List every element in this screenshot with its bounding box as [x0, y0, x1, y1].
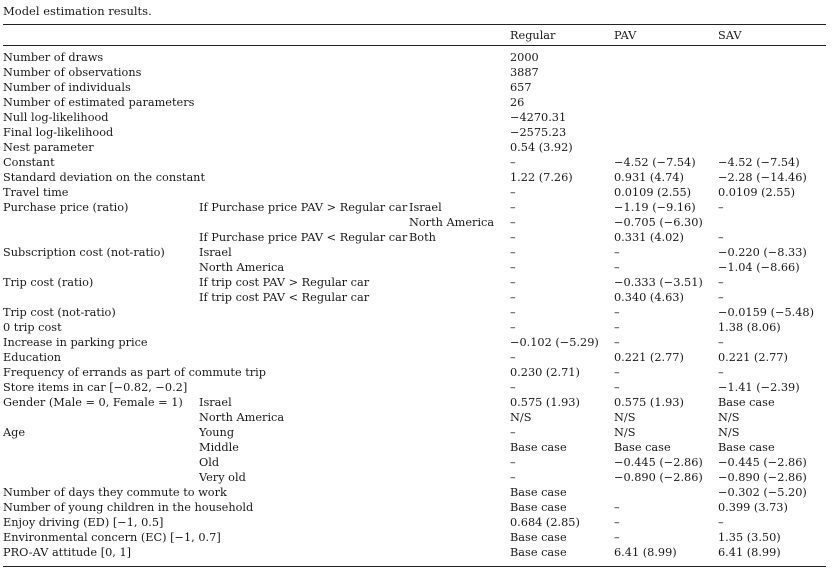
- table-row: [3, 410, 826, 425]
- cell-sav: −4.52 (−7.54): [718, 156, 800, 169]
- cell-label: Null log-likelihood: [3, 111, 109, 124]
- cell-regular: 0.575 (1.93): [510, 396, 580, 409]
- cell-pav: 0.340 (4.63): [614, 291, 684, 304]
- table-row: [3, 455, 826, 470]
- cell-label: Age: [3, 426, 26, 439]
- cell-sav: –: [718, 366, 724, 379]
- cell-sav: 0.399 (3.73): [718, 501, 788, 514]
- cell-sav: –: [718, 291, 724, 304]
- cell-regular: –: [510, 426, 516, 439]
- table-row: [3, 140, 826, 155]
- cell-label: Nest parameter: [3, 141, 94, 154]
- cell-label: Store items in car [−0.82, −0.2]: [3, 381, 188, 394]
- cell-sav: N/S: [718, 411, 740, 424]
- cell-pav: [614, 125, 718, 140]
- cell-sav: −0.302 (−5.20): [718, 486, 807, 499]
- column-header-pav: PAV: [614, 29, 637, 42]
- cell-regular: –: [510, 216, 516, 229]
- cell-regular: –: [510, 261, 516, 274]
- cell-pav: [614, 110, 718, 125]
- cell-regular: 26: [510, 96, 525, 109]
- cell-label: Environmental concern (EC) [−1, 0.7]: [3, 531, 221, 544]
- table-row: [3, 500, 826, 515]
- cell-pav: [614, 140, 718, 155]
- cell-pav: –: [614, 321, 620, 334]
- column-header-sav: SAV: [718, 29, 742, 42]
- table-row: [3, 380, 826, 395]
- cell-regular: −0.102 (−5.29): [510, 336, 599, 349]
- cell-pav: –: [614, 381, 620, 394]
- cell-label: Number of young children in the household: [3, 501, 254, 514]
- cell-regular: –: [510, 156, 516, 169]
- cell-label: Standard deviation on the constant: [3, 171, 205, 184]
- cell-sav: [718, 95, 826, 110]
- table-row: [3, 230, 826, 245]
- cell-label: Number of estimated parameters: [3, 96, 195, 109]
- cell-label: Constant: [3, 156, 55, 169]
- cell-sav: 1.35 (3.50): [718, 531, 781, 544]
- cell-condition: If Purchase price PAV < Regular car: [199, 231, 408, 244]
- cell-sav: 0.221 (2.77): [718, 351, 788, 364]
- cell-pav: 0.931 (4.74): [614, 171, 684, 184]
- table-body: [3, 45, 826, 560]
- cell-sav: –: [718, 516, 724, 529]
- table-row: [3, 365, 826, 380]
- cell-label: Travel time: [3, 186, 69, 199]
- cell-region: [409, 290, 510, 305]
- cell-regular: Base case: [510, 441, 567, 454]
- cell-regular: –: [510, 246, 516, 259]
- cell-regular: –: [510, 306, 516, 319]
- cell-pav: [614, 65, 718, 80]
- cell-condition: Israel: [199, 246, 232, 259]
- bottom-rule: [3, 566, 826, 567]
- table-row: [3, 305, 826, 320]
- cell-condition: Young: [199, 426, 235, 439]
- table-row: [3, 200, 826, 215]
- cell-pav: −0.705 (−6.30): [614, 216, 703, 229]
- cell-pav: −0.890 (−2.86): [614, 471, 703, 484]
- cell-pav: –: [614, 336, 620, 349]
- cell-pav: –: [614, 516, 620, 529]
- table-row: [3, 215, 826, 230]
- results-table: [3, 27, 826, 560]
- cell-sav: [718, 140, 826, 155]
- cell-pav: –: [614, 246, 620, 259]
- cell-pav: [614, 45, 718, 65]
- cell-sav: −0.220 (−8.33): [718, 246, 807, 259]
- cell-regular: −2575.23: [510, 126, 567, 139]
- table-row: [3, 290, 826, 305]
- cell-pav: –: [614, 531, 620, 544]
- cell-label: [3, 470, 199, 485]
- cell-region: North America: [409, 216, 495, 229]
- cell-sav: –: [718, 336, 724, 349]
- table-row: [3, 530, 826, 545]
- table-row: [3, 95, 826, 110]
- cell-sav: [718, 65, 826, 80]
- header-row: [3, 27, 826, 45]
- table-caption: Model estimation results.: [3, 4, 152, 18]
- cell-label: [3, 290, 199, 305]
- cell-label: Final log-likelihood: [3, 126, 114, 139]
- cell-region: [409, 470, 510, 485]
- cell-regular: 2000: [510, 51, 539, 64]
- cell-pav: [614, 80, 718, 95]
- cell-regular: –: [510, 456, 516, 469]
- cell-label: Gender (Male = 0, Female = 1): [3, 396, 183, 409]
- cell-pav: −4.52 (−7.54): [614, 156, 696, 169]
- cell-regular: N/S: [510, 411, 532, 424]
- cell-pav: −0.333 (−3.51): [614, 276, 703, 289]
- cell-regular: –: [510, 381, 516, 394]
- cell-sav: 0.0109 (2.55): [718, 186, 796, 199]
- table-row: [3, 395, 826, 410]
- cell-regular: –: [510, 186, 516, 199]
- table-row: [3, 245, 826, 260]
- cell-regular: –: [510, 351, 516, 364]
- table-row: [3, 80, 826, 95]
- cell-regular: –: [510, 471, 516, 484]
- cell-region: Both: [409, 231, 436, 244]
- cell-pav: 0.575 (1.93): [614, 396, 684, 409]
- cell-condition: If trip cost PAV < Regular car: [199, 291, 370, 304]
- cell-region: [409, 245, 510, 260]
- cell-pav: –: [614, 501, 620, 514]
- cell-regular: –: [510, 201, 516, 214]
- cell-sav: −1.41 (−2.39): [718, 381, 800, 394]
- cell-label: 0 trip cost: [3, 321, 62, 334]
- cell-region: [409, 410, 510, 425]
- table-row: [3, 185, 826, 200]
- cell-pav: Base case: [614, 441, 671, 454]
- cell-label: [3, 260, 199, 275]
- cell-regular: –: [510, 321, 516, 334]
- cell-region: [409, 260, 510, 275]
- cell-sav: Base case: [718, 396, 775, 409]
- cell-pav: [614, 95, 718, 110]
- table-row: [3, 125, 826, 140]
- cell-pav: −0.445 (−2.86): [614, 456, 703, 469]
- cell-sav: [718, 45, 826, 65]
- cell-regular: Base case: [510, 501, 567, 514]
- cell-condition: North America: [199, 411, 285, 424]
- cell-regular: 1.22 (7.26): [510, 171, 573, 184]
- cell-label: [3, 440, 199, 455]
- cell-pav: –: [614, 261, 620, 274]
- cell-condition: North America: [199, 261, 285, 274]
- table-row: [3, 425, 826, 440]
- cell-regular: Base case: [510, 546, 567, 559]
- cell-label: Subscription cost (not-ratio): [3, 246, 165, 259]
- cell-regular: Base case: [510, 486, 567, 499]
- cell-condition: If Purchase price PAV > Regular car: [199, 201, 408, 214]
- table-row: [3, 260, 826, 275]
- cell-sav: –: [718, 231, 724, 244]
- cell-region: [409, 425, 510, 440]
- cell-label: Trip cost (not-ratio): [3, 306, 116, 319]
- cell-sav: [718, 110, 826, 125]
- cell-region: [409, 275, 510, 290]
- cell-pav: 0.221 (2.77): [614, 351, 684, 364]
- cell-region: [409, 440, 510, 455]
- cell-regular: –: [510, 276, 516, 289]
- cell-pav: 0.331 (4.02): [614, 231, 684, 244]
- cell-condition: Middle: [199, 441, 239, 454]
- cell-sav: −0.0159 (−5.48): [718, 306, 815, 319]
- cell-condition: If trip cost PAV > Regular car: [199, 276, 370, 289]
- cell-region: Israel: [409, 201, 442, 214]
- cell-sav: −1.04 (−8.66): [718, 261, 800, 274]
- cell-label: Increase in parking price: [3, 336, 148, 349]
- cell-regular: 0.230 (2.71): [510, 366, 580, 379]
- table-row: [3, 545, 826, 560]
- cell-region: [409, 395, 510, 410]
- header-blank: [409, 27, 510, 45]
- table-row: [3, 45, 826, 65]
- cell-pav: N/S: [614, 426, 636, 439]
- cell-condition: [199, 215, 409, 230]
- header-blank: [3, 27, 199, 45]
- cell-label: Number of individuals: [3, 81, 131, 94]
- table-row: [3, 350, 826, 365]
- cell-sav: N/S: [718, 426, 740, 439]
- cell-label: Enjoy driving (ED) [−1, 0.5]: [3, 516, 164, 529]
- table-row: [3, 275, 826, 290]
- column-header-regular: Regular: [510, 29, 556, 42]
- cell-label: Number of draws: [3, 51, 104, 64]
- cell-label: Number of observations: [3, 66, 142, 79]
- table-row: [3, 335, 826, 350]
- cell-pav: –: [614, 366, 620, 379]
- cell-condition: Very old: [199, 471, 246, 484]
- table-row: [3, 155, 826, 170]
- cell-sav: [718, 125, 826, 140]
- cell-regular: −4270.31: [510, 111, 567, 124]
- cell-label: Number of days they commute to work: [3, 486, 227, 499]
- table-row: [3, 485, 826, 500]
- cell-sav: −0.445 (−2.86): [718, 456, 807, 469]
- table-row: [3, 320, 826, 335]
- cell-label: Frequency of errands as part of commute trip: [3, 366, 267, 379]
- cell-condition: Israel: [199, 396, 232, 409]
- table-row: [3, 470, 826, 485]
- cell-label: [3, 230, 199, 245]
- table-row: [3, 440, 826, 455]
- cell-regular: –: [510, 231, 516, 244]
- cell-pav: −1.19 (−9.16): [614, 201, 696, 214]
- cell-pav: [614, 485, 718, 500]
- cell-sav: Base case: [718, 441, 775, 454]
- cell-label: PRO-AV attitude [0, 1]: [3, 546, 132, 559]
- cell-pav: 0.0109 (2.55): [614, 186, 692, 199]
- cell-pav: 6.41 (8.99): [614, 546, 677, 559]
- cell-sav: –: [718, 201, 724, 214]
- table-row: [3, 515, 826, 530]
- table-row: [3, 170, 826, 185]
- cell-region: [409, 455, 510, 470]
- cell-sav: [718, 215, 826, 230]
- cell-label: Education: [3, 351, 62, 364]
- cell-regular: 657: [510, 81, 532, 94]
- top-rule: [3, 24, 826, 25]
- cell-sav: −0.890 (−2.86): [718, 471, 807, 484]
- header-blank: [199, 27, 409, 45]
- cell-regular: 3887: [510, 66, 539, 79]
- table-row: [3, 110, 826, 125]
- cell-sav: [718, 80, 826, 95]
- cell-label: [3, 215, 199, 230]
- cell-label: Trip cost (ratio): [3, 276, 94, 289]
- cell-regular: –: [510, 291, 516, 304]
- cell-sav: −2.28 (−14.46): [718, 171, 807, 184]
- cell-label: [3, 455, 199, 470]
- table-row: [3, 65, 826, 80]
- cell-regular: Base case: [510, 531, 567, 544]
- cell-pav: –: [614, 306, 620, 319]
- cell-sav: –: [718, 276, 724, 289]
- cell-label: [3, 410, 199, 425]
- cell-sav: 1.38 (8.06): [718, 321, 781, 334]
- cell-regular: 0.684 (2.85): [510, 516, 580, 529]
- cell-condition: Old: [199, 456, 220, 469]
- cell-label: Purchase price (ratio): [3, 201, 129, 214]
- cell-regular: 0.54 (3.92): [510, 141, 573, 154]
- cell-sav: 6.41 (8.99): [718, 546, 781, 559]
- cell-pav: N/S: [614, 411, 636, 424]
